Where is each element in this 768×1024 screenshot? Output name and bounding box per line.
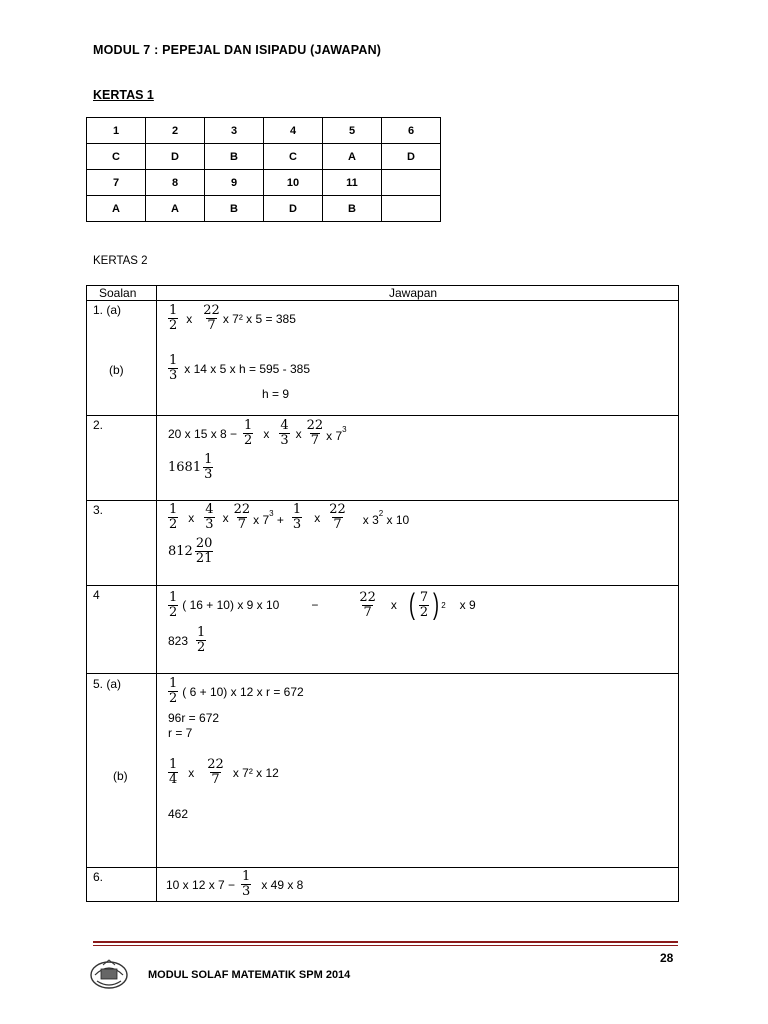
fraction: 1 2 — [169, 676, 178, 706]
table-cell: 11 — [323, 170, 382, 196]
answer-3: 1 2 x 4 3 x 22 7 x $7^3$ + 1 3 x 22 7 x $3^2$ x 10 — [169, 502, 410, 532]
expression-text: x 49 x 8 — [261, 877, 304, 892]
row-divider — [86, 500, 679, 501]
fraction: 4 3 — [205, 502, 214, 532]
table-cell: C — [87, 144, 146, 170]
fraction: 22 7 — [329, 502, 346, 532]
answer-1b — [166, 354, 310, 383]
table-cell: D — [382, 144, 441, 170]
expression-text: x 7² x 5 = 385 — [222, 311, 296, 326]
question-label: 1. (a) — [93, 303, 122, 317]
page-title: MODUL 7 : PEPEJAL DAN ISIPADU (JAWAPAN) — [93, 43, 382, 57]
table-cell: 3 — [205, 118, 264, 144]
question-label: 2. — [93, 418, 104, 432]
expression-text: 462 — [168, 807, 189, 821]
page-number: 28 — [660, 951, 674, 965]
result-whole: 823 — [168, 633, 189, 648]
footer-module-name: MODUL SOLAF MATEMATIK SPM 2014 — [148, 969, 351, 981]
table-row — [87, 170, 441, 196]
question-label: 4 — [93, 588, 100, 602]
table-cell: 1 — [87, 118, 146, 144]
table-cell: A — [323, 144, 382, 170]
table-cell: 9 — [205, 170, 264, 196]
table-row — [87, 196, 441, 222]
question-label: 5. (a) — [93, 677, 122, 691]
table-cell — [382, 196, 441, 222]
parenthesized-fraction: ( 7 2 ) — [408, 588, 440, 621]
row-divider — [86, 415, 679, 416]
table-cell: C — [264, 144, 323, 170]
table-cell: B — [205, 144, 264, 170]
expression-text: x 7² x 12 — [232, 765, 279, 780]
fraction: 20 21 — [195, 536, 213, 566]
answer-2-result — [168, 453, 215, 482]
kertas2-heading: KERTAS 2 — [93, 255, 148, 267]
header-soalan: Soalan — [99, 286, 137, 300]
fraction: 1 3 — [292, 502, 302, 532]
table-cell — [382, 170, 441, 196]
question-label: (b) — [113, 769, 128, 783]
table-row — [87, 118, 441, 144]
kertas1-heading: KERTAS 1 — [93, 88, 154, 102]
footer-rule — [93, 945, 678, 946]
fraction: 22 7 — [359, 589, 376, 620]
fraction: 1 3 — [242, 869, 251, 899]
answer-2: 20 x 15 x 8 − 1 2 x 4 3 x 22 7 x $7^3$ — [168, 418, 347, 448]
table-cell: 2 — [146, 118, 205, 144]
table-cell: D — [146, 144, 205, 170]
expression-text: ( 16 + 10) x 9 x 10 — [182, 598, 280, 612]
fraction: 1 2 — [169, 303, 178, 333]
table-cell: 7 — [87, 170, 146, 196]
fraction: 1 3 — [204, 452, 213, 482]
expression-text: h = 9 — [262, 387, 290, 401]
table-cell: A — [146, 196, 205, 222]
table-cell: A — [87, 196, 146, 222]
column-divider — [156, 285, 157, 902]
fraction: 1 4 — [169, 757, 178, 787]
kertas1-answer-table — [86, 117, 441, 222]
table-cell: 10 — [264, 170, 323, 196]
answer-4: 1 2 ( 16 + 10) x 9 x 10 − 22 7 x ( 7 2 ) 2 x 9 — [169, 588, 476, 621]
fraction: 22 7 — [306, 418, 324, 448]
expression-text: r = 7 — [168, 726, 193, 740]
answer-1a: 1 2 x 22 7 x 7² x 5 = 385 — [169, 303, 296, 333]
fraction: 1 2 — [169, 502, 178, 532]
result-whole: 1681 — [168, 460, 202, 475]
header-jawapan: Jawapan — [389, 286, 438, 300]
answer-5b: 1 4 x 22 7 x 7² x 12 — [169, 757, 279, 787]
row-divider — [86, 585, 679, 586]
row-divider — [86, 867, 679, 868]
table-cell: D — [264, 196, 323, 222]
row-divider — [86, 673, 679, 674]
expression-text: 20 x 15 x 8 − — [168, 426, 238, 441]
table-cell: 4 — [264, 118, 323, 144]
fraction: 22 7 — [203, 303, 220, 333]
fraction: 22 7 — [207, 757, 224, 787]
question-label: 6. — [93, 870, 104, 884]
question-label: 3. — [93, 503, 104, 517]
fraction: 1 2 — [244, 418, 253, 448]
school-logo-icon — [89, 957, 129, 996]
table-cell: 5 — [323, 118, 382, 144]
footer-rule — [93, 941, 678, 943]
answer-5a — [166, 677, 304, 706]
table-cell: 6 — [382, 118, 441, 144]
expression-text: x 14 x 5 x h = 595 - 385 — [184, 361, 311, 376]
answer-4-result — [168, 626, 208, 655]
table-cell: B — [323, 196, 382, 222]
row-divider — [86, 300, 679, 301]
answer-6 — [166, 870, 303, 899]
expression-text: − — [311, 598, 319, 612]
result-whole: 812 — [168, 544, 193, 559]
table-cell: 8 — [146, 170, 205, 196]
fraction: 4 3 — [280, 418, 289, 448]
answer-3-result — [168, 537, 215, 566]
fraction: 22 7 — [233, 502, 251, 532]
table-cell: B — [205, 196, 264, 222]
table-row — [87, 144, 441, 170]
expression-text: 10 x 12 x 7 − — [166, 877, 236, 892]
expression-text: 96r = 672 — [168, 711, 220, 725]
expression-text: ( 6 + 10) x 12 x r = 672 — [182, 684, 304, 699]
fraction: 1 3 — [169, 353, 178, 383]
fraction: 1 2 — [169, 589, 178, 620]
question-label: (b) — [109, 363, 124, 377]
expression-text: x 9 — [459, 598, 476, 612]
fraction: 1 2 — [197, 625, 206, 655]
